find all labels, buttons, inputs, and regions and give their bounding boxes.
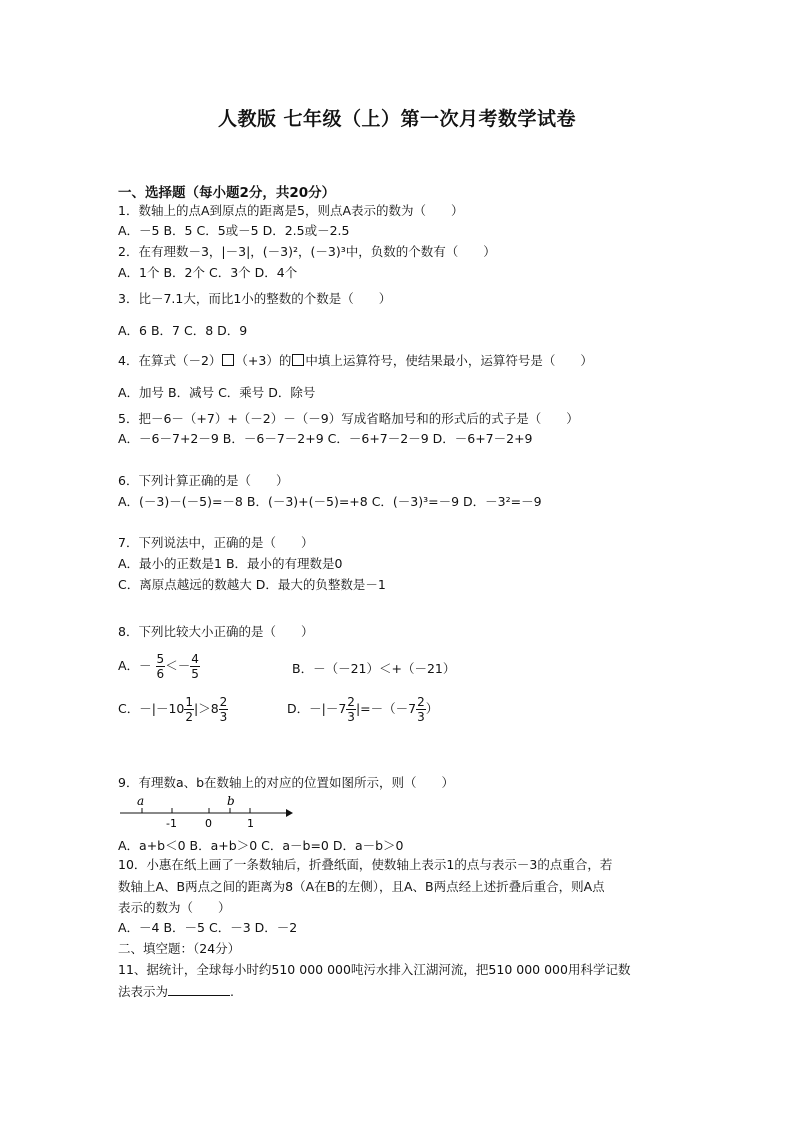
option-c-label: C．－|－10 <box>118 701 185 716</box>
question-10-line-1: 10．小惠在纸上画了一条数轴后，折叠纸面，使数轴上表示1的点与表示－3的点重合，若 <box>118 857 613 872</box>
question-8-option-a <box>118 652 200 681</box>
label-1: 1 <box>247 817 254 830</box>
numerator: 2 <box>417 695 425 709</box>
question-8-stem: 8．下列比较大小正确的是（ ） <box>118 624 314 639</box>
question-1-stem: 1．数轴上的点A到原点的距离是5，则点A表示的数为（ ） <box>118 203 464 218</box>
denominator: 3 <box>417 710 425 724</box>
fraction <box>416 695 426 724</box>
numerator: 1 <box>185 695 193 709</box>
label-neg1: -1 <box>166 817 177 830</box>
question-7-options-cd: C．离原点越远的数越大 D．最大的负整数是－1 <box>118 577 386 592</box>
question-4-stem-part-3: 中填上运算符号，使结果最小，运算符号是（ ） <box>305 353 593 368</box>
numerator: 4 <box>191 652 199 666</box>
question-11-line-2-text: 法表示为 <box>118 984 169 999</box>
number-line-figure <box>118 795 293 831</box>
section-2-heading: 二、填空题：（24分） <box>118 941 241 956</box>
question-4-stem-part-1: 4．在算式（－2） <box>118 353 222 368</box>
blank-box-icon <box>222 354 234 366</box>
section-1-heading: 一、选择题（每小题2分，共20分） <box>118 185 336 201</box>
question-11-line-1: 11、据统计，全球每小时约510 000 000吨污水排入江湖河流，把510 000 000用科学记数 <box>118 962 631 977</box>
question-8-option-d <box>287 695 438 724</box>
question-10-line-3: 表示的数为（ ） <box>118 900 231 915</box>
comparison: |＞8 <box>194 701 219 716</box>
denominator: 3 <box>219 710 228 724</box>
label-a: a <box>137 795 145 808</box>
question-6-options: A．(－3)－(－5)=－8 B．(－3)+(－5)=+8 C．(－3)³=－9 D．－3²=－9 <box>118 494 542 509</box>
answer-blank[interactable] <box>168 983 230 996</box>
question-7-stem: 7．下列说法中，正确的是（ ） <box>118 535 314 550</box>
question-4-stem <box>118 353 593 369</box>
comparison: |=－（－7 <box>355 701 417 716</box>
question-11-line-2 <box>118 983 234 1000</box>
question-5-options: A．－6－7+2－9 B．－6－7－2+9 C．－6+7－2－9 D．－6+7－2+9 <box>118 431 533 446</box>
question-4-options: A．加号 B．减号 C．乘号 D．除号 <box>118 385 316 400</box>
denominator: 6 <box>156 667 165 681</box>
blank-box-icon <box>292 354 304 366</box>
question-10-options: A．－4 B．－5 C．－3 D．－2 <box>118 920 298 935</box>
arrow-icon <box>286 809 293 817</box>
numerator: 2 <box>347 695 355 709</box>
question-3-stem: 3．比－7.1大，而比1小的整数的个数是（ ） <box>118 291 392 306</box>
fraction <box>346 695 356 724</box>
comparison: ＜－ <box>165 658 191 673</box>
question-8-option-c <box>118 695 228 724</box>
question-2-stem: 2．在有理数－3，|－3|，(－3)²，(－3)³中，负数的个数有（ ） <box>118 244 496 259</box>
period: . <box>230 984 234 999</box>
question-4-stem-part-2: （+3）的 <box>235 353 292 368</box>
question-10-line-2: 数轴上A、B两点之间的距离为8（A在B的左侧），且A、B两点经上述折叠后重合，则A点 <box>118 879 605 894</box>
question-6-stem: 6．下列计算正确的是（ ） <box>118 473 289 488</box>
question-5-stem: 5．把－6－（+7）+（－2）－（－9）写成省略加号和的形式后的式子是（ ） <box>118 411 579 426</box>
label-b: b <box>227 795 235 808</box>
fraction <box>219 695 229 724</box>
denominator: 5 <box>191 667 199 681</box>
question-7-options-ab: A．最小的正数是1 B．最小的有理数是0 <box>118 556 343 571</box>
option-a-label: A．－ <box>118 658 152 673</box>
denominator: 3 <box>347 710 355 724</box>
numerator: 5 <box>156 652 165 666</box>
closing-paren: ） <box>425 701 439 716</box>
numerator: 2 <box>219 695 228 709</box>
question-2-options: A．1个 B．2个 C．3个 D．4个 <box>118 265 298 280</box>
question-9-options: A．a+b＜0 B．a+b＞0 C．a－b=0 D．a－b＞0 <box>118 838 404 853</box>
question-1-options: A．－5 B．5 C．5或－5 D．2.5或－2.5 <box>118 223 350 238</box>
page-title: 人教版 七年级（上）第一次月考数学试卷 <box>217 108 577 130</box>
question-3-options: A．6 B．7 C．8 D．9 <box>118 323 248 338</box>
fraction <box>190 652 200 681</box>
denominator: 2 <box>185 710 193 724</box>
label-0: 0 <box>205 817 212 830</box>
question-9-stem: 9．有理数a、b在数轴上的对应的位置如图所示，则（ ） <box>118 775 455 790</box>
fraction <box>156 652 166 681</box>
option-d-label: D．－|－7 <box>287 701 347 716</box>
fraction <box>184 695 194 724</box>
question-8-option-b: B．－（－21）＜+（－21） <box>292 661 456 676</box>
